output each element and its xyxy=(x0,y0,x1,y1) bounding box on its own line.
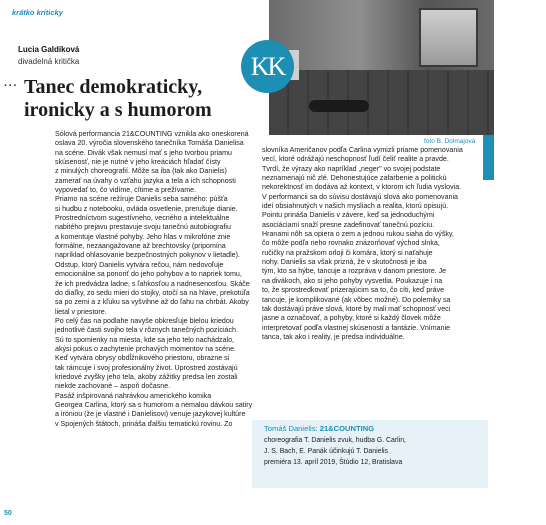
info-show-name: 21&COUNTING xyxy=(319,424,375,433)
article-line: tým, kto sa hýbe, tancuje a rozpráva v danom priestore. Je xyxy=(262,267,447,276)
article-line: tanca, tak ako i reality, je predsa individuálne. xyxy=(262,332,405,341)
article-line: Pasáž inšpirovaná nahrávkou amerického komika xyxy=(55,391,212,400)
info-line-performers: J. S. Bach, E. Panák účinkujú T. Danielis xyxy=(264,448,388,455)
article-line: asociáciami snaží presne zadefinovať tanečnú pozíciu. xyxy=(262,220,435,229)
article-line: čo môže podľa neho rovnako znázorňovať východ slnka, xyxy=(262,239,440,248)
article-line: Georgea Carlina, ktorý sa s humorom a nemalou dávkou satiry xyxy=(55,400,253,409)
article-line: Odstup, ktorý Danielis vytvára rečou, nám nedovoľuje xyxy=(55,260,224,269)
info-line-credits: choreografia T. Danielis zvuk, hudba G. Carlin, xyxy=(264,437,406,444)
article-line: oslava 20. výročia slovenského tanečníka Tomáša Danielisa xyxy=(55,139,244,148)
article-line: ručičky na pražskom orloji či komára, ktorý si naťahuje xyxy=(262,248,433,257)
article-photo xyxy=(269,0,494,135)
article-line: že ich predvádza ladne, s ľahkosťou a nadnesenosťou. Skáče xyxy=(55,279,250,288)
article-line: niekde zachované – aspoň dočasne. xyxy=(55,382,171,391)
article-line: tancuje, je komplikované (ak vôbec možné). Do polemiky sa xyxy=(262,295,451,304)
article-line: tak rámcuje i svoj profesionálny život. Uprostred zostávajú xyxy=(55,363,238,372)
section-label: krátko kriticky xyxy=(12,8,63,17)
article-line: sa po zemi a z kľuku sa vyšvihne až do ľahu na chrbát. Akoby xyxy=(55,298,249,307)
article-line: a iróniou (že je vlastné i Danielisovi) venuje jazykovej kultúre xyxy=(55,410,246,419)
article-line: Tvrdí, že výrazy ako napríklad „neger" vo svojej podstate xyxy=(262,164,441,173)
article-line: jednotlivé časti svojho tela v rôznych tanečných pozíciách. xyxy=(55,326,238,335)
info-performer: Tomáš Danielis: xyxy=(264,424,318,433)
article-line: napríklad ohlasovanie bezpečnostných pokynov v lietadle). xyxy=(55,251,240,260)
info-line-premiere: premiéra 13. apríl 2019, Štúdio 12, Bratislava xyxy=(264,459,403,466)
article-line: kriedové zvyšky jeho tela, akoby zážitky predsa len zostali xyxy=(55,372,238,381)
article-line: ideí obsiahnutých v našich mysliach a realita, ktorú opisujú. xyxy=(262,202,449,211)
article-line: nekorektnosť im dodáva až kontext, v ktorom ich ľudia vyslovia. xyxy=(262,183,462,192)
article-line: nohy. Danielis sa však prizná, že v skutočnosti je iba xyxy=(262,258,427,267)
article-line: formálne, nezaangažovane až brechtovsky (pripomína xyxy=(55,242,226,251)
page-number: 50 xyxy=(4,510,12,517)
article-line: jasne a označovať, a pohyby, ktoré si každý človek môže xyxy=(262,314,441,323)
article-line: Sólová performancia 21&COUNTING vznikla ako oneskorená xyxy=(55,130,249,138)
article-line: Keď vytvára obrysy obdĺžnikového priestoru, obrazne si xyxy=(55,354,230,363)
article-line: Prostredníctvom sugestívneho, vecného a intelektuálne xyxy=(55,214,230,223)
article-line: interpretovať podľa vlastnej skúsenosti a fantázie. Vnímanie xyxy=(262,323,451,332)
article-line: z minulých choreografií. Môže sa iba (tak ako Danielis) xyxy=(55,167,227,176)
article-line: skúsenosť, nie je nutné v jeho kreáciách hľadať čísty xyxy=(55,158,221,167)
author-name: Lucia Galdíková xyxy=(18,45,80,54)
author-role: divadelná kritička xyxy=(18,57,80,66)
article-line: slovníka Američanov podľa Carlina vymizli priame pomenovania xyxy=(262,146,463,154)
article-line: nabitého prejavu prestavuje svoju tanečnú autobiografiu xyxy=(55,223,231,232)
article-line: emocionálne sa ponoriť do jeho pohybov a to napriek tomu, xyxy=(55,270,242,279)
article-line: v Spojených štátoch, prináša ďalšiu tematickú rovinu. Zo xyxy=(55,419,233,428)
article-line: Priamo na scéne režíruje Danielis seba samého: púšťa xyxy=(55,195,228,204)
article-line: na divákoch, ako si jeho pohyby vysvetlia. Poukazuje i na xyxy=(262,276,443,285)
article-line: si hudbu z notebooku, ovláda osvetlenie, prerušuje dianie. xyxy=(55,204,238,213)
kk-logo-icon: KK xyxy=(241,40,294,93)
article-line: vecí, ktoré odrážajú neschopnosť ľudí čeliť realite a pravde. xyxy=(262,155,449,164)
article-line: Pointu prináša Danielis v závere, keď sa jednoduchými xyxy=(262,211,435,220)
article-line: na scéne. Divák však nemusí mať s jeho tvorbou priamu xyxy=(55,148,232,157)
title-dots: ··· xyxy=(4,80,18,92)
article-line: to, že sprostredkovať prizerajúcim sa to, čo cíti, keď práve xyxy=(262,286,445,295)
article-line: Sú to spomienky na miesta, kde sa jeho telo nachádzalo, xyxy=(55,335,235,344)
article-column-right xyxy=(262,146,487,342)
info-title xyxy=(264,424,374,433)
article-line: zamerať na úvahy o vzťahu jazyka a tela a ich schopnosti xyxy=(55,176,236,185)
article-line: vypovedať to, čo vidíme, cítime a prežívame. xyxy=(55,186,197,195)
article-line: lietal v priestore. xyxy=(55,307,107,316)
article-line: tak dostávajú práve slová, ktoré by mali mať schopnosť veci xyxy=(262,304,451,313)
article-title: Tanec demokraticky, ironicky a s humorom xyxy=(24,76,212,121)
article-line: neznamenajú nič zlé. Dehonestujúce zafarbenie a politickú xyxy=(262,174,447,183)
article-line: a komentuje vlastné pohyby. Jeho hlas v mikrofóne znie xyxy=(55,232,231,241)
article-line: do diaľky, zo sedu mieri do stojky, otočí sa na hlave, prekotúľa xyxy=(55,288,250,297)
article-line: V performancii sa do súvisu dostávajú slová ako pomenovania xyxy=(262,192,458,201)
performance-info-box xyxy=(252,420,488,488)
article-line: akýsi pokus o zachytenie prchavých momentov na scéne. xyxy=(55,344,236,353)
article-column-left xyxy=(55,130,251,429)
article-line: Po celý čas na podlahe navyše obkresľuje bielou kriedou xyxy=(55,316,234,325)
article-line: Hranami nôh sa opiera o zem a jednou rukou siaha do výšky, xyxy=(262,230,454,239)
photo-credit: foto B. Dolmajová xyxy=(424,138,476,145)
